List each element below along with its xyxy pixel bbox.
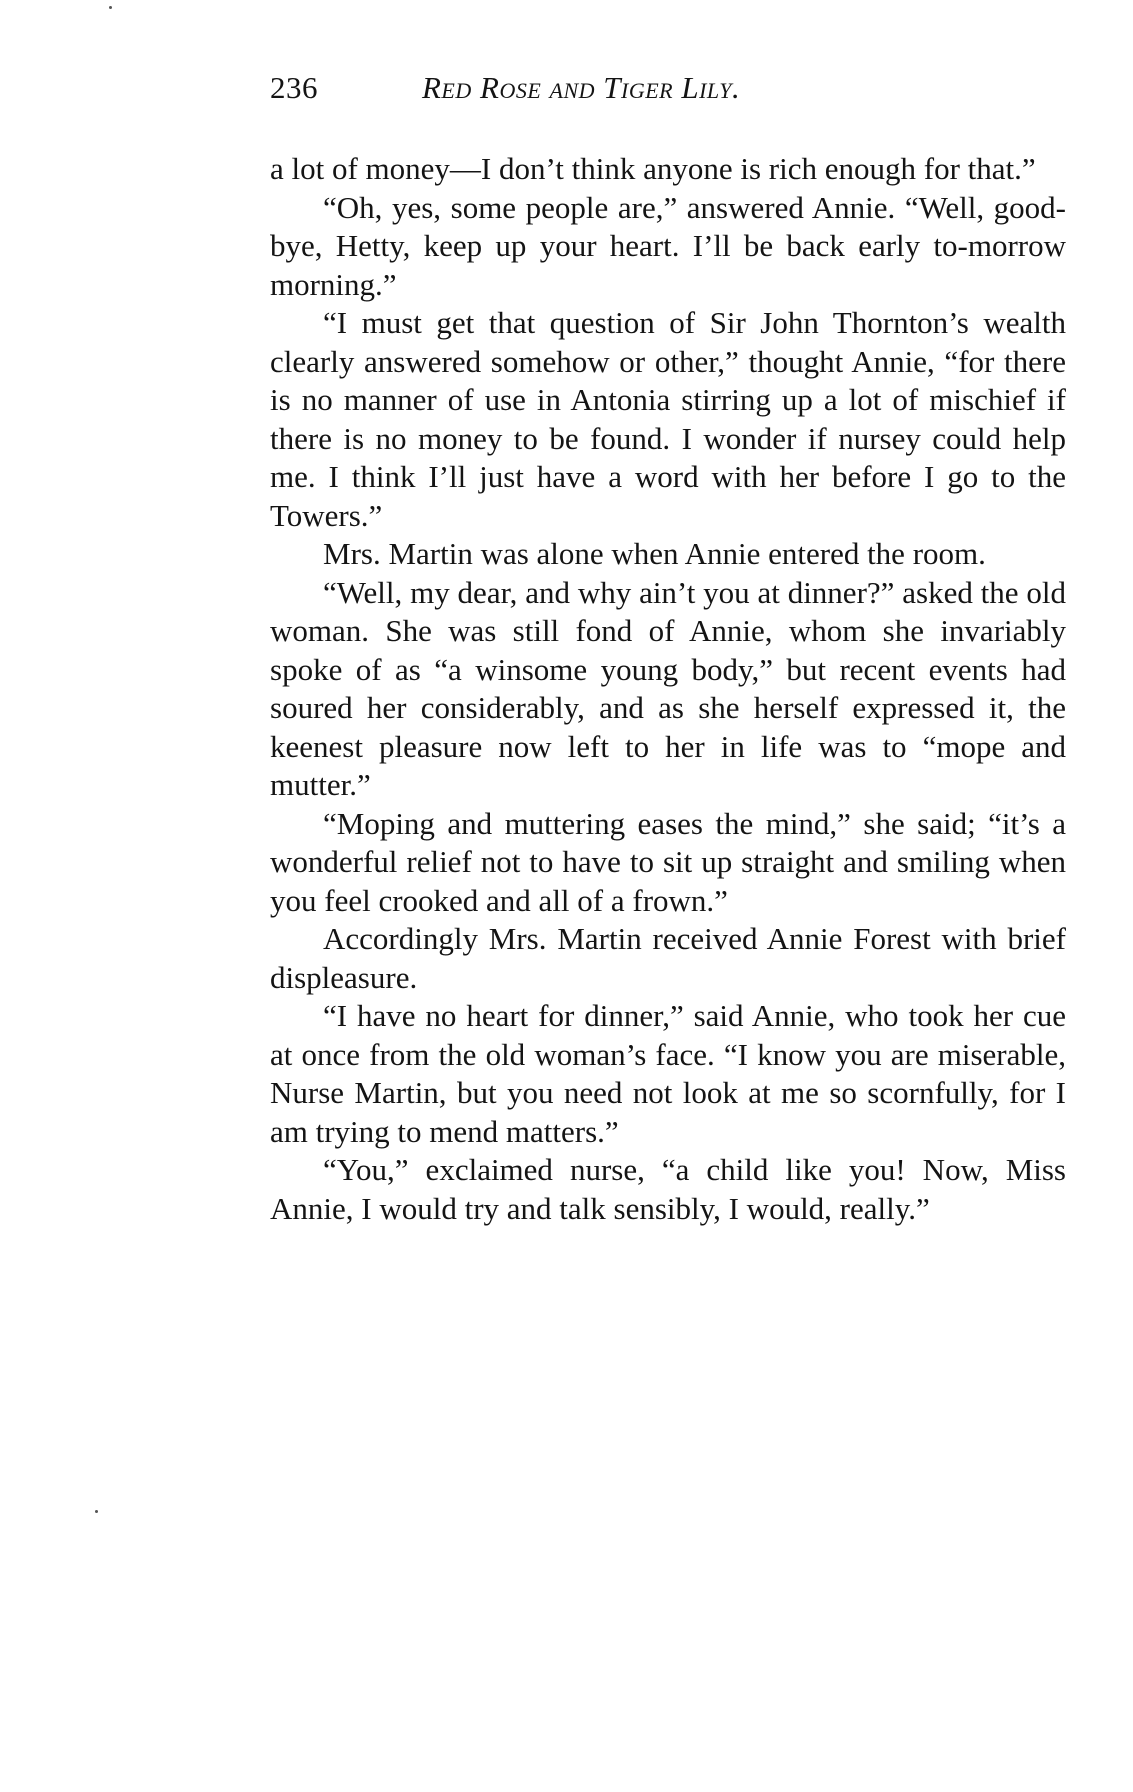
running-title: Red Rose and Tiger Lily. [422,70,741,105]
paragraph: Accordingly Mrs. Martin received Annie Forest with brief displeasure. [270,921,1066,995]
body-text [270,150,1066,1228]
page-header [270,68,1070,118]
paragraph: “I have no heart for dinner,” said Annie, who took her cue at once from the old woman’s face. “I know you are miserable, Nurse Martin, but you need not look at me so scornfully, for I am trying to mend matters.” [270,998,1066,1149]
paragraph: “Well, my dear, and why ain’t you at dinner?” asked the old woman. She was still fond of Annie, whom she invariably spoke of as “a winsome young body,” but recent events had soured her considerably, and as she herself expressed it, the keenest pleasure now left to her in life was to “mope and mutter.” [270,574,1066,802]
paragraph: “Moping and muttering eases the mind,” she said; “it’s a wonderful relief not to have to sit up straight and smiling when you feel crooked and all of a frown.” [270,805,1066,918]
page-number: 236 [270,70,318,105]
paragraph: Mrs. Martin was alone when Annie entered the room. [323,536,986,571]
paragraph: “Oh, yes, some people are,” answered Annie. “Well, good-bye, Hetty, keep up your heart. I’ll be back early to-morrow morning.” [270,189,1066,302]
scan-speck [95,1510,98,1513]
paragraph-continued: a lot of money—I don’t think anyone is rich enough for that.” [270,151,1036,186]
paragraph: “You,” exclaimed nurse, “a child like you! Now, Miss Annie, I would try and talk sensibly, I would, really.” [270,1152,1066,1226]
scan-speck [109,6,112,9]
paragraph: “I must get that question of Sir John Thornton’s wealth clearly answered somehow or other,” thought Annie, “for there is no manner of use in Antonia stirring up a lot of mischief if there is no money to be found. I wonder if nursey could help me. I think I’ll just have a word with her before I go to the Towers.” [270,305,1066,533]
